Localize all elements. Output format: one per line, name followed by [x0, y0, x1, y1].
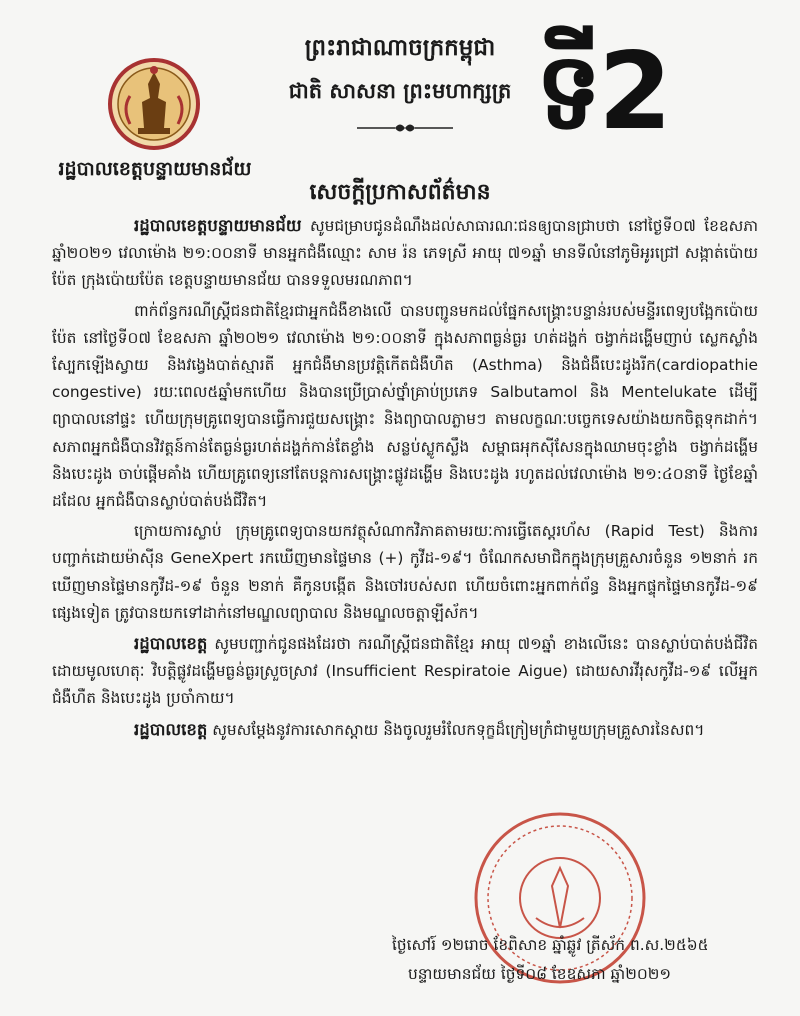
paragraph-text: សូមសម្តែងនូវការសោកស្តាយ និងចូលរួមរំលែកទុក្ខដ៏ក្រៀមក្រំជាមួយក្រុមគ្រួសារនៃសព។ [207, 720, 705, 739]
paragraph-lead: រដ្ឋបាលខេត្ត [134, 634, 208, 654]
paragraph-1 [52, 212, 758, 295]
lunar-date: ថ្ងៃសៅរ៍ ១២រោច ខែពិសាខ ឆ្នាំឆ្លូវ ត្រីស័ក ព.ស.២៥៦៥ [392, 936, 709, 954]
paragraph-5 [52, 716, 758, 744]
paragraph-4 [52, 630, 758, 713]
place-and-date: បន្ទាយមានជ័យ ថ្ងៃទី០៨ ខែឧសភា ឆ្នាំ២០២១ [408, 965, 672, 983]
provincial-emblem-icon [108, 58, 200, 150]
paragraph-2 [52, 298, 758, 516]
kingdom-header: ព្រះរាជាណាចក្រកម្ពុជា [304, 34, 496, 61]
announcement-body [52, 212, 758, 747]
document-title: សេចក្តីប្រកាសព័ត៌មាន [309, 180, 491, 205]
paragraph-text: សូមជម្រាបជូនដំណឹងដល់សាធារណៈជនឲ្យបានជ្រាបថា នៅថ្ងៃទី០៧ ខែឧសភា ឆ្នាំ២០២១ វេលាម៉ោង ២១:០០នាទី មានអ្នកជំងឺឈ្មោះ សាម រ៉ន ភេទស្រី អាយុ ៧១ឆ្នាំ មានទីលំនៅភូមិអូរជ្រៅ សង្កាត់ប៉ោយប៉ែត ក្រុងប៉ោយប៉ែត ខេត្តបន្ទាយមានជ័យ បានទទួលមរណភាព។ [52, 217, 758, 290]
paragraph-lead: រដ្ឋបាលខេត្ត [134, 719, 208, 739]
paragraph-text: សូមបញ្ជាក់ជូនផងដែរថា ករណីស្ត្រីជនជាតិខ្មែរ អាយុ ៧១ឆ្នាំ ខាងលើនេះ បានស្លាប់បាត់បង់ជីវិតដោយមូលហេតុៈ វិបត្តិផ្លូវដង្ហើមធ្ងន់ធ្ងរស្រួចស្រាវ (Insufficient Respiratoie Aigue) ដោយសារវីរុសកូវីដ-១៩ លើអ្នកជំងឺហឺត និងបេះដូង ប្រចាំកាយ។ [52, 635, 758, 708]
national-motto: ជាតិ សាសនា ព្រះមហាក្សត្រ [288, 78, 512, 103]
paragraph-text: ពាក់ព័ន្ធករណីស្ត្រីជនជាតិខ្មែរជាអ្នកជំងឺខាងលើ បានបញ្ជូនមកដល់ផ្នែកសង្គ្រោះបន្ទាន់របស់មន្ទីរពេទ្យបង្អែកប៉ោយប៉ែត នៅថ្ងៃទី០៧ ខែឧសភា ឆ្នាំ២០២១ វេលាម៉ោង ២១:០០នាទី ក្នុងសភាពធ្ងន់ធ្ងរ ហត់ដង្ហក់ ចង្វាក់ដង្ហើមញាប់ ស្លេកស្លាំង ស្បែកឡើងស្វាយ និងវង្វេងបាត់ស្មារតី អ្នកជំងឺមានប្រវត្តិកើតជំងឺហឺត (Asthma) និងជំងឺបេះដូងរីក(cardiopathie congestive) រយៈពេល៥ឆ្នាំមកហើយ និងបានប្រើប្រាស់ថ្នាំគ្រាប់ប្រភេទ Salbutamol និង Mentelukate ដើម្បីព្យាបាលនៅផ្ទះ ហើយក្រុមគ្រូពេទ្យបានធ្វើការជួយសង្គ្រោះ និងព្យាបាលភ្លាមៗ តាមលក្ខណៈបច្ចេកទេសយ៉ាងយកចិត្តទុកដាក់។ សភាពអ្នកជំងឺបានវិវត្តន៍កាន់តែធ្ងន់ធ្ងរហត់ដង្ហក់កាន់តែខ្លាំង សន្លប់ស្លូកស្លឹង សម្ពាធអុកស៊ីសែនក្នុងឈាមចុះខ្លាំង ចង្វាក់ដង្ហើម និងបេះដូង ចាប់ផ្តើមគាំង ហើយគ្រូពេទ្យនៅតែបន្តការសង្គ្រោះផ្លូវដង្ហើម និងបេះដូង រហូតដល់វេលាម៉ោង ២១:៤០នាទី ថ្ងៃខែឆ្នាំដដែល អ្នកជំងឺបានស្លាប់បាត់បង់ជីវិត។ [52, 301, 758, 511]
paragraph-3 [52, 518, 758, 627]
announcement-number: ទី2 [535, 30, 669, 153]
paragraph-lead: រដ្ឋបាលខេត្តបន្ទាយមានជ័យ [134, 216, 302, 235]
paragraph-text: ក្រោយការស្លាប់ ក្រុមគ្រូពេទ្យបានយកវត្ថុសំណាកវិភាគតាមរយៈការធ្វើតេស្តរហ័ស (Rapid Test) និងការបញ្ជាក់ដោយម៉ាស៊ីន GeneXpert រកឃើញមានផ្ទៃមាន (+) កូវីដ-១៩។ ចំណែកសមាជិកក្នុងក្រុមគ្រួសារចំនួន ១២នាក់ រកឃើញមានផ្ទៃមានកូវីដ-១៩ ចំនួន ២នាក់ គឺកូនបង្កើត និងចៅរបស់សព ហើយចំពោះអ្នកពាក់ព័ន្ធ និងអ្នកផ្ទុកផ្ទៃមានកូវីដ-១៩ ផ្សេងទៀត ត្រូវបានយកទៅដាក់នៅមណ្ឌលព្យាបាល និងមណ្ឌលចត្តាឡីស័ក។ [52, 522, 758, 622]
official-seal-icon [470, 808, 650, 988]
header-ornament-icon [355, 120, 455, 136]
issuer-name: រដ្ឋបាលខេត្តបន្ទាយមានជ័យ [58, 158, 252, 180]
